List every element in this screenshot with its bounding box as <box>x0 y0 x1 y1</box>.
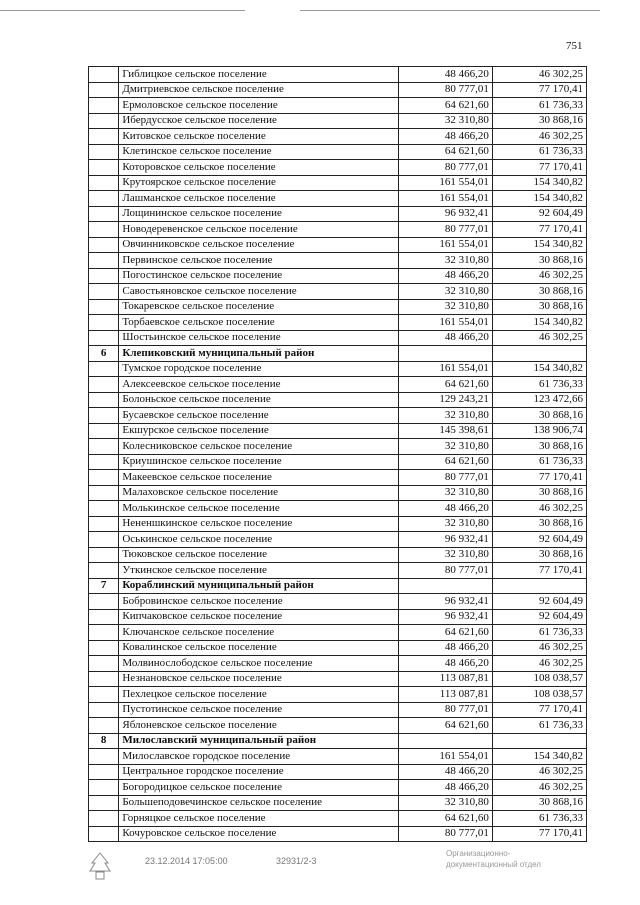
amount-col2: 77 170,41 <box>492 222 586 238</box>
amount-col1: 64 621,60 <box>398 625 492 641</box>
amount-col1: 145 398,61 <box>398 423 492 439</box>
table-row <box>89 749 587 765</box>
row-number <box>89 656 119 672</box>
table-row <box>89 640 587 656</box>
row-number <box>89 144 119 160</box>
settlement-name: Торбаевское сельское поселение <box>119 315 398 331</box>
row-number <box>89 423 119 439</box>
row-number <box>89 299 119 315</box>
settlement-name: Молькинское сельское поселение <box>119 501 398 517</box>
table-row <box>89 82 587 98</box>
settlement-name: Алексеевское сельское поселение <box>119 377 398 393</box>
amount-col2: 30 868,16 <box>492 408 586 424</box>
table-row <box>89 811 587 827</box>
amount-col2 <box>492 733 586 749</box>
settlement-name: Ковалинское сельское поселение <box>119 640 398 656</box>
settlement-name: Лашманское сельское поселение <box>119 191 398 207</box>
amount-col2: 108 038,57 <box>492 671 586 687</box>
amount-col2: 46 302,25 <box>492 330 586 346</box>
amount-col1: 113 087,81 <box>398 671 492 687</box>
amount-col1: 32 310,80 <box>398 439 492 455</box>
amount-col1: 48 466,20 <box>398 129 492 145</box>
amount-col2: 77 170,41 <box>492 82 586 98</box>
settlement-name: Незнановское сельское поселение <box>119 671 398 687</box>
table-row <box>89 284 587 300</box>
settlement-name: Нененшкинское сельское поселение <box>119 516 398 532</box>
settlement-name: Савостьяновское сельское поселение <box>119 284 398 300</box>
amount-col1: 48 466,20 <box>398 268 492 284</box>
amount-col2: 154 340,82 <box>492 175 586 191</box>
row-number <box>89 718 119 734</box>
settlement-name: Кораблинский муниципальный район <box>119 578 398 594</box>
row-number <box>89 377 119 393</box>
district-header-row <box>89 733 587 749</box>
district-header-row <box>89 346 587 362</box>
amount-col2: 46 302,25 <box>492 67 586 83</box>
amount-col1: 64 621,60 <box>398 98 492 114</box>
settlement-name: Шостьинское сельское поселение <box>119 330 398 346</box>
table-row <box>89 671 587 687</box>
amount-col1: 48 466,20 <box>398 764 492 780</box>
row-number <box>89 253 119 269</box>
amount-col2: 77 170,41 <box>492 160 586 176</box>
settlement-name: Клепиковский муниципальный район <box>119 346 398 362</box>
row-number <box>89 780 119 796</box>
amount-col1: 96 932,41 <box>398 594 492 610</box>
table-row <box>89 532 587 548</box>
amount-col2: 154 340,82 <box>492 315 586 331</box>
amount-col1: 161 554,01 <box>398 191 492 207</box>
table-row <box>89 392 587 408</box>
amount-col2: 30 868,16 <box>492 516 586 532</box>
row-number: 6 <box>89 346 119 362</box>
settlement-name: Центральное городское поселение <box>119 764 398 780</box>
amount-col1: 64 621,60 <box>398 454 492 470</box>
settlement-name: Кочуровское сельское поселение <box>119 826 398 842</box>
row-number <box>89 191 119 207</box>
settlement-name: Молвинослободское сельское поселение <box>119 656 398 672</box>
settlement-name: Гиблицкое сельское поселение <box>119 67 398 83</box>
amount-col1: 80 777,01 <box>398 702 492 718</box>
row-number <box>89 501 119 517</box>
amount-col2: 61 736,33 <box>492 811 586 827</box>
amount-col1: 32 310,80 <box>398 299 492 315</box>
amount-col2: 77 170,41 <box>492 470 586 486</box>
amount-col2: 46 302,25 <box>492 764 586 780</box>
table-row <box>89 144 587 160</box>
settlement-name: Милославское городское поселение <box>119 749 398 765</box>
amount-col2: 108 038,57 <box>492 687 586 703</box>
settlement-name: Новодеревенское сельское поселение <box>119 222 398 238</box>
amount-col1: 32 310,80 <box>398 485 492 501</box>
settlement-name: Ключанское сельское поселение <box>119 625 398 641</box>
settlement-name: Колесниковское сельское поселение <box>119 439 398 455</box>
row-number <box>89 563 119 579</box>
row-number <box>89 222 119 238</box>
amount-col1: 32 310,80 <box>398 253 492 269</box>
table-row <box>89 175 587 191</box>
amount-col1: 48 466,20 <box>398 640 492 656</box>
amount-col2: 30 868,16 <box>492 439 586 455</box>
table-row <box>89 67 587 83</box>
amount-col1: 32 310,80 <box>398 408 492 424</box>
settlement-name: Малаховское сельское поселение <box>119 485 398 501</box>
amount-col1: 113 087,81 <box>398 687 492 703</box>
table-row <box>89 485 587 501</box>
amount-col2: 30 868,16 <box>492 253 586 269</box>
amount-col2: 46 302,25 <box>492 129 586 145</box>
row-number <box>89 532 119 548</box>
row-number <box>89 811 119 827</box>
table-row <box>89 222 587 238</box>
table-row <box>89 299 587 315</box>
row-number: 8 <box>89 733 119 749</box>
amount-col2: 61 736,33 <box>492 98 586 114</box>
settlement-name: Бусаевское сельское поселение <box>119 408 398 424</box>
table-row <box>89 113 587 129</box>
amount-col2: 154 340,82 <box>492 191 586 207</box>
amount-col1: 161 554,01 <box>398 175 492 191</box>
amount-col2: 154 340,82 <box>492 361 586 377</box>
table-row <box>89 625 587 641</box>
table-row <box>89 361 587 377</box>
table-row <box>89 439 587 455</box>
row-number <box>89 330 119 346</box>
row-number <box>89 516 119 532</box>
amount-col1: 80 777,01 <box>398 563 492 579</box>
settlement-name: Погостинское сельское поселение <box>119 268 398 284</box>
amount-col1: 48 466,20 <box>398 330 492 346</box>
amount-col1: 161 554,01 <box>398 361 492 377</box>
page-number: 751 <box>566 40 583 52</box>
amount-col1: 48 466,20 <box>398 501 492 517</box>
amount-col1: 161 554,01 <box>398 315 492 331</box>
amount-col2: 77 170,41 <box>492 826 586 842</box>
amount-col1: 80 777,01 <box>398 826 492 842</box>
settlement-name: Макеевское сельское поселение <box>119 470 398 486</box>
table-row <box>89 563 587 579</box>
amount-col1: 96 932,41 <box>398 532 492 548</box>
settlement-name: Лощининское сельское поселение <box>119 206 398 222</box>
row-number <box>89 485 119 501</box>
table-row <box>89 516 587 532</box>
row-number <box>89 206 119 222</box>
amount-col1: 129 243,21 <box>398 392 492 408</box>
amount-col2: 77 170,41 <box>492 563 586 579</box>
row-number <box>89 764 119 780</box>
amount-col1: 64 621,60 <box>398 811 492 827</box>
department-stamp <box>446 848 541 870</box>
amount-col2: 92 604,49 <box>492 594 586 610</box>
amount-col1: 32 310,80 <box>398 795 492 811</box>
amount-col1: 96 932,41 <box>398 609 492 625</box>
row-number <box>89 175 119 191</box>
amount-col2: 30 868,16 <box>492 795 586 811</box>
row-number <box>89 408 119 424</box>
row-number <box>89 82 119 98</box>
amount-col2: 61 736,33 <box>492 454 586 470</box>
amount-col1: 64 621,60 <box>398 377 492 393</box>
amount-col1: 32 310,80 <box>398 113 492 129</box>
settlement-name: Большеподовечинское сельское поселение <box>119 795 398 811</box>
table-row <box>89 98 587 114</box>
table-row <box>89 191 587 207</box>
footer-timestamp: 23.12.2014 17:05:00 <box>145 856 228 866</box>
settlement-name: Пехлецкое сельское поселение <box>119 687 398 703</box>
table-row <box>89 547 587 563</box>
row-number <box>89 113 119 129</box>
amount-col2: 46 302,25 <box>492 780 586 796</box>
row-number <box>89 749 119 765</box>
row-number <box>89 640 119 656</box>
amount-col1: 161 554,01 <box>398 749 492 765</box>
row-number <box>89 702 119 718</box>
amount-col2: 77 170,41 <box>492 702 586 718</box>
settlement-name: Болоньское сельское поселение <box>119 392 398 408</box>
footer-doc-code: 32931/2-3 <box>276 856 317 866</box>
table-row <box>89 594 587 610</box>
settlement-name: Дмитриевское сельское поселение <box>119 82 398 98</box>
amount-col2: 92 604,49 <box>492 206 586 222</box>
row-number <box>89 795 119 811</box>
amount-col2: 30 868,16 <box>492 299 586 315</box>
row-number <box>89 98 119 114</box>
settlement-name: Клетинское сельское поселение <box>119 144 398 160</box>
settlement-name: Первинское сельское поселение <box>119 253 398 269</box>
amount-col1: 161 554,01 <box>398 237 492 253</box>
row-number: 7 <box>89 578 119 594</box>
row-number <box>89 609 119 625</box>
district-header-row <box>89 578 587 594</box>
settlement-name: Овчинниковское сельское поселение <box>119 237 398 253</box>
row-number <box>89 594 119 610</box>
table-row <box>89 160 587 176</box>
row-number <box>89 160 119 176</box>
settlement-name: Ибердусское сельское поселение <box>119 113 398 129</box>
amount-col2: 61 736,33 <box>492 144 586 160</box>
settlement-name: Тюковское сельское поселение <box>119 547 398 563</box>
amount-col1: 80 777,01 <box>398 222 492 238</box>
amount-col1 <box>398 733 492 749</box>
table-row <box>89 718 587 734</box>
amount-col1 <box>398 578 492 594</box>
amount-col1: 48 466,20 <box>398 656 492 672</box>
stamp-line-1: Организационно- <box>446 849 511 858</box>
row-number <box>89 547 119 563</box>
amount-col2: 30 868,16 <box>492 547 586 563</box>
table-row <box>89 780 587 796</box>
settlement-name: Пустотинское сельское поселение <box>119 702 398 718</box>
row-number <box>89 826 119 842</box>
amount-col1: 64 621,60 <box>398 718 492 734</box>
amount-col2: 30 868,16 <box>492 113 586 129</box>
settlement-name: Богородицкое сельское поселение <box>119 780 398 796</box>
amount-col2: 61 736,33 <box>492 625 586 641</box>
amount-col2: 46 302,25 <box>492 501 586 517</box>
row-number <box>89 129 119 145</box>
amount-col2: 30 868,16 <box>492 485 586 501</box>
table-row <box>89 268 587 284</box>
table-row <box>89 687 587 703</box>
settlement-name: Кипчаковское сельское поселение <box>119 609 398 625</box>
row-number <box>89 315 119 331</box>
row-number <box>89 392 119 408</box>
table-row <box>89 330 587 346</box>
table-row <box>89 237 587 253</box>
amount-col2: 46 302,25 <box>492 640 586 656</box>
settlement-name: Милославский муниципальный район <box>119 733 398 749</box>
settlement-name: Бобровинское сельское поселение <box>119 594 398 610</box>
table-row <box>89 501 587 517</box>
table-row <box>89 129 587 145</box>
amount-col1: 48 466,20 <box>398 780 492 796</box>
settlement-name: Токаревское сельское поселение <box>119 299 398 315</box>
amount-col2: 138 906,74 <box>492 423 586 439</box>
settlement-name: Уткинское сельское поселение <box>119 563 398 579</box>
amount-col1: 32 310,80 <box>398 284 492 300</box>
table-row <box>89 408 587 424</box>
amount-col1 <box>398 346 492 362</box>
amount-col2: 154 340,82 <box>492 749 586 765</box>
table-row <box>89 315 587 331</box>
settlement-name: Ермоловское сельское поселение <box>119 98 398 114</box>
settlement-name: Оськинское сельское поселение <box>119 532 398 548</box>
table-row <box>89 206 587 222</box>
emblem-icon <box>88 851 112 881</box>
table-row <box>89 795 587 811</box>
allocation-table <box>88 66 587 842</box>
row-number <box>89 625 119 641</box>
amount-col2: 92 604,49 <box>492 532 586 548</box>
settlement-name: Которовское сельское поселение <box>119 160 398 176</box>
table-row <box>89 702 587 718</box>
settlement-name: Криушинское сельское поселение <box>119 454 398 470</box>
settlement-name: Горняцкое сельское поселение <box>119 811 398 827</box>
settlement-name: Китовское сельское поселение <box>119 129 398 145</box>
amount-col2: 123 472,66 <box>492 392 586 408</box>
table-row <box>89 454 587 470</box>
settlement-name: Крутоярское сельское поселение <box>119 175 398 191</box>
table-row <box>89 377 587 393</box>
amount-col2 <box>492 578 586 594</box>
row-number <box>89 237 119 253</box>
settlement-name: Тумское городское поселение <box>119 361 398 377</box>
amount-col1: 64 621,60 <box>398 144 492 160</box>
amount-col2: 46 302,25 <box>492 268 586 284</box>
top-rule-right <box>300 10 600 11</box>
amount-col1: 32 310,80 <box>398 547 492 563</box>
table-row <box>89 423 587 439</box>
row-number <box>89 671 119 687</box>
amount-col2: 61 736,33 <box>492 718 586 734</box>
table-row <box>89 656 587 672</box>
row-number <box>89 454 119 470</box>
amount-col2: 92 604,49 <box>492 609 586 625</box>
amount-col1: 32 310,80 <box>398 516 492 532</box>
amount-col1: 48 466,20 <box>398 67 492 83</box>
table-row <box>89 609 587 625</box>
row-number <box>89 284 119 300</box>
amount-col1: 96 932,41 <box>398 206 492 222</box>
amount-col2: 154 340,82 <box>492 237 586 253</box>
top-rule-left <box>0 10 245 11</box>
row-number <box>89 439 119 455</box>
amount-col1: 80 777,01 <box>398 82 492 98</box>
table-row <box>89 826 587 842</box>
amount-col2: 46 302,25 <box>492 656 586 672</box>
table-row <box>89 470 587 486</box>
row-number <box>89 268 119 284</box>
amount-col2 <box>492 346 586 362</box>
table-row <box>89 764 587 780</box>
row-number <box>89 470 119 486</box>
stamp-line-2: документационный отдел <box>446 860 541 869</box>
settlement-name: Екшурское сельское поселение <box>119 423 398 439</box>
amount-col1: 80 777,01 <box>398 470 492 486</box>
row-number <box>89 67 119 83</box>
amount-col1: 80 777,01 <box>398 160 492 176</box>
settlement-name: Яблоневское сельское поселение <box>119 718 398 734</box>
row-number <box>89 361 119 377</box>
amount-col2: 61 736,33 <box>492 377 586 393</box>
table-row <box>89 253 587 269</box>
row-number <box>89 687 119 703</box>
amount-col2: 30 868,16 <box>492 284 586 300</box>
